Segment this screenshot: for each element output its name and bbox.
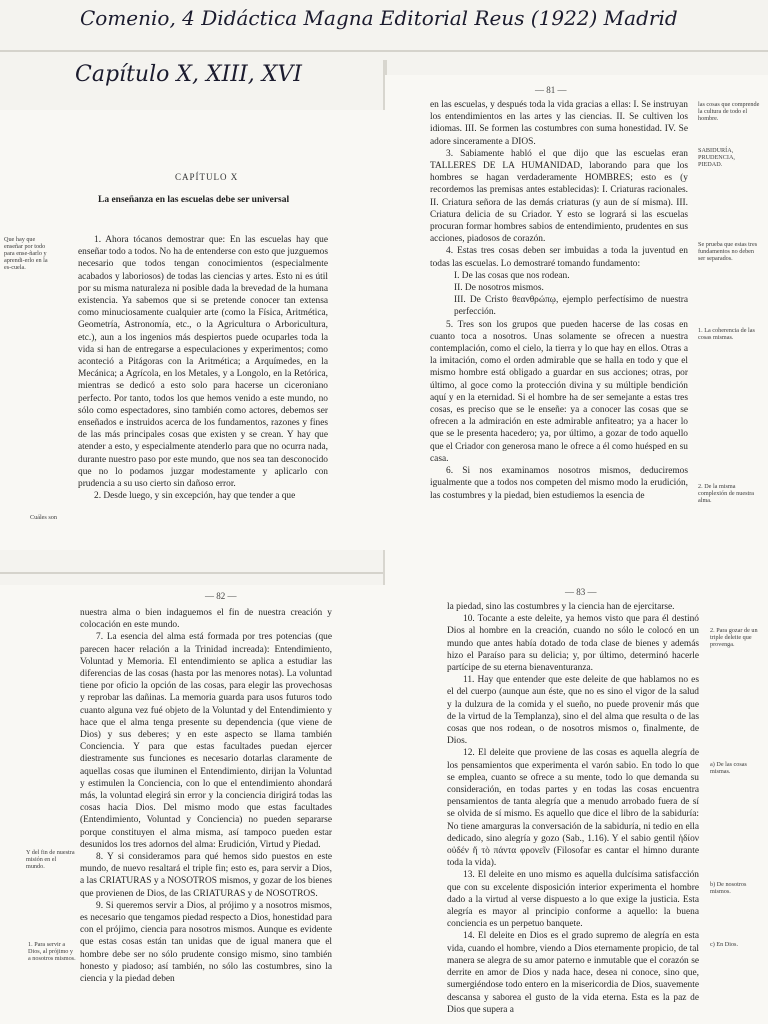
paragraph: 2. Desde luego, y sin excepción, hay que tender a que xyxy=(94,491,296,502)
paragraph: 9. Si queremos servir a Dios, al prójimo y a nosotros mismos, es necesario que tengamos piedad respecto a Dios, honestidad para con el prójimo, ciencia para nosotros mismos. Aunque es evidente que estas cosas están tan unidas que de igual manera que el hombre debe ser no sólo prudente consigo mismo, sino también honesto y piadoso; así también, no sólo las costumbres, sino la ciencia y la piedad deben xyxy=(80,900,332,985)
paragraph: 14. El deleite en Dios es el grado supremo de alegría en esta vida, cuando el hombre, viendo a Dios eternamente propicio, de tal manera se alegra de su amor paterno e inmutable que el corazón se derrite en amor de Dios y nada hace, desea ni conoce, sino que, sumergiéndose todo entero en la misericordia de Dios, suavemente descansa y saborea el gusto de la vida eterna. Esta es la paz de Dios que supera a xyxy=(447,931,699,1015)
paragraph: 12. El deleite que proviene de las cosas es aquella alegría de los pensamientos que experimenta el varón sabio. En todo lo que se emplea, cuanto se ofrece a su mente, todo lo que demanda su consideración, en todas partes y en todas las cosas encuentra pensamientos de tanta alegría que a menudo arrobado fuera de sí se olvida de sí mismo. Es aquello que dice el libro de la sabiduría: No tiene amarguras la conversación de la sabiduría, ni tedio en ella dedicado, sino alegría y gozo (Sab., 1.16). Y el sabio gentil ἡδίον οὐδέν ἤ τὸ πάντα φρονεῖν (Filosofar es cantar el himno durante toda la vida). xyxy=(447,748,699,869)
body-text xyxy=(447,601,699,1016)
margin-note: a) De las cosas mismas. xyxy=(710,761,747,775)
paragraph: 4. Estas tres cosas deben ser imbuidas a toda la juventud en todas las escuelas. Lo demostraré tomando fundamento: xyxy=(430,246,688,269)
handwritten-note-top: Comenio, 4 Didáctica Magna Editorial Reus (1922) Madrid xyxy=(80,6,678,30)
paragraph: 11. Hay que entender que este deleite de que hablamos no es el del cuerpo (aunque aun éste, que no es sino el vigor de la salud y la dulzura de la comida y el sueño, no puede provenir más que de la virtud de la Templanza), sino el del alma que resulta o de las cosas que nos rodean, o de nosotros mismos o, finalmente, de Dios. xyxy=(447,675,699,747)
paragraph: 13. El deleite en uno mismo es aquella dulcísima satisfacción que con su excelente disposición interior experimenta el hombre dado a la virtud al verse dispuesto a lo que exige la justicia. Esta alegría es mayor al principio conforme a aquello: la buena conciencia es un perpetuo banquete. xyxy=(447,870,699,930)
paragraph: nuestra alma o bien indaguemos el fin de nuestra creación y colocación en este mundo. xyxy=(80,608,332,631)
body-text xyxy=(430,99,688,502)
paragraph: 10. Tocante a este deleite, ya hemos visto que para él destinó Dios al hombre en la creación, cuando no sólo le colocó en un mundo que antes había dotado de toda clase de bienes y además hizo el Paraíso para su delicia; y, por último, determinó hacerle partícipe de su eterna bienaventuranza. xyxy=(447,614,699,674)
page-81-left xyxy=(0,110,385,550)
margin-note: 1. La coherencia de las cosas mismas. xyxy=(698,327,755,341)
paragraph: 3. Sabiamente habló el que dijo que las escuelas eran TALLERES DE LA HUMANIDAD, laborando para que los hombres se hagan verdaderamente HOMBRES; esto es (y recordemos las premisas antes establecidas): I. Criaturas racionales. II. Criatura señora de las demás criaturas (y aun de sí misma). III. Criatura delicia de su Criador. Y esto se logrará si las escuelas procuran formar hombres sabios de entendimiento, prudentes en sus acciones, piadosos de corazón. xyxy=(430,148,688,245)
paragraph: 5. Tres son los grupos que pueden hacerse de las cosas en cuanto toca a nosotros. Unas solamente se ofrecen a nuestra contemplación, como el cielo, la tierra y lo que hay en ellos. Otras a la imitación, como el orden admirable que se halla en todo y que el mismo hombre está obligado a guardar en sus acciones; otras, por último, al goce como la protección divina y su múltiple bendición aquí y en la eternidad. Si el hombre ha de ser semejante a estas tres cosas, es preciso que se le enseñe: ya a conocer las cosas que se ofrecen a la admiración en este admirable anfiteatro; ya a hacer lo que se le presenta hacedero; ya, por último, a gozar de todo aquello que el Criador con generosa mano le ofrece a él como huésped en su casa. xyxy=(430,319,688,464)
margin-note: SABIDURÍA, PRUDENCIA, PIEDAD. xyxy=(698,147,735,168)
list-item: III. De Cristo θεανθρώπῳ, ejemplo perfectísimo de nuestra perfección. xyxy=(454,295,688,318)
margin-note: Y del fin de nuestra misión en el mundo. xyxy=(26,849,75,870)
page-81-right xyxy=(385,75,768,575)
margin-note: Cuáles son xyxy=(30,514,57,521)
chapter-heading: CAPÍTULO X xyxy=(175,172,239,182)
body-text xyxy=(80,607,332,985)
list-item: II. De nosotros mismos. xyxy=(454,283,544,294)
page-number: — 82 — xyxy=(205,591,237,601)
paragraph: 8. Y si consideramos para qué hemos sido puestos en este mundo, de nuevo resaltará el triple fin; esto es, para servir a Dios, a las CRIATURAS y a NOSOTROS mismos, y gozar de los bienes que provienen de Dios, de las CRIATURAS y de NOSOTROS. xyxy=(80,852,332,899)
chapter-title: La enseñanza en las escuelas debe ser universal xyxy=(98,195,290,205)
handwritten-note-chapters: Capítulo X, XIII, XVI xyxy=(75,62,302,87)
margin-note: Se prueba que estas tres fundamentos no deben ser separados. xyxy=(698,241,758,262)
paragraph: en las escuelas, y después toda la vida gracias a ellas: I. Se instruyan los entendimientos en las artes y las ciencias. II. Se cultiven los idiomas. III. Se formen las costumbres con suma honestidad. IV. Se adore sinceramente a DIOS. xyxy=(430,100,688,147)
margin-note: 1. Para servir a Dios, al prójimo y a nosotros mismos. xyxy=(28,941,76,962)
margin-note: las cosas que comprende la cultura de todo el hombre. xyxy=(698,101,760,122)
paragraph: la piedad, sino las costumbres y la ciencia han de ejercitarse. xyxy=(447,602,675,612)
page-82 xyxy=(0,585,385,1024)
paragraph: 7. La esencia del alma está formada por tres potencias (que parecen hacer relación a la Trinidad increada): Entendimiento, Voluntad y Memoria. El entendimiento se aplica a estudiar las diferencias de las cosas (hasta por las menores notas). La voluntad tiene por oficio la opción de las cosas, para elegir las provechosas y reprobar las dañinas. La memoria guarda para usos futuros todo cuanto alguna vez fué objeto de la Voluntad y del Entendimiento y hace que el alma tenga presente su dependencia (que viene de Dios) y sus deberes; y en este aspecto se llama también Conciencia. Y para que estas facultades puedan ejercer diestramente sus funciones es necesario dotarlas claramente de aquellas cosas que iluminen el Entendimiento, dirijan la Voluntad y estimulen la Conciencia, con lo que el entendimiento ahondará más, la voluntad elegirá sin error y la conciencia dirigirá todas las cosas hacia Dios. Del mismo modo que estas facultades (Entendimiento, Voluntad y Conciencia) no pueden separarse porque constituyen el alma misma, así tampoco pueden estar desunidos los tres adornos del alma: Erudición, Virtud y Piedad. xyxy=(80,632,332,850)
margin-note: Que hay que enseñar por todo para ense-ñarlo y aprendi-erlo en la es-cuela. xyxy=(4,236,48,271)
body-text xyxy=(78,234,328,502)
paragraph: 6. Si nos examinamos nosotros mismos, deduciremos igualmente que a todos nos competen del mismo modo la erudición, las costumbres y la piedad, bien estudiemos la esencia de xyxy=(430,466,688,501)
margin-note: 2. De la misma complexión de nuestra alma. xyxy=(698,483,755,504)
scan-edge-top xyxy=(0,50,768,52)
paragraph: 1. Ahora tócanos demostrar que: En las escuelas hay que enseñar todo a todos. No ha de entenderse con esto que juzguemos necesario que todos tengan conocimientos (especialmente acabados y laboriosos) de todas las ciencias y artes. Esto ni es útil por su misma naturaleza ni posible dada la brevedad de la humana existencia. Ya sabemos que si se pretende conocer tan extensa como minuciosamente cualquier arte (como la Física, Aritmética, Geometría, Astronomía, etc., o la Agricultura o Arboricultura, etc.), aun a los ingenios más despiertos puede ocuparles toda la vida si han de entregarse a especulaciones y experimentos; como aconteció a Pitágoras con la Aritmética; a Arquímedes, en la Mecánica; a Agrícola, en los Metales, y a Longolo, en la Retórica, mientras se dedicó a esto solo para hacerse un ciceroniano perfecto. Por tanto, todos los que hemos venido a este mundo, no sólo como espectadores, sino también como actores, debemos ser enseñados e instruidos acerca de los fundamentos, razones y fines de las más principales cosas que existen y se crean. Y hay que atender a esto, y especialmente atenderlo para que no ocurra nada, durante nuestro paso por este mundo, que nos sea tan desconocido que no lo podamos juzgar modestamente y aplicarlo con prudencia a su uso cierto sin dañoso error. xyxy=(78,235,328,490)
margin-note: 2. Para gozar de un triple deleite que provenga. xyxy=(710,627,758,648)
list-item: I. De las cosas que nos rodean. xyxy=(454,270,570,281)
margin-note: c) En Dios. xyxy=(710,941,739,948)
page-number: — 83 — xyxy=(565,587,597,597)
enumerated-list xyxy=(430,270,688,319)
page-number: — 81 — xyxy=(535,85,567,95)
margin-note: b) De nosotros mismos. xyxy=(710,881,747,895)
page-83 xyxy=(385,575,768,1024)
